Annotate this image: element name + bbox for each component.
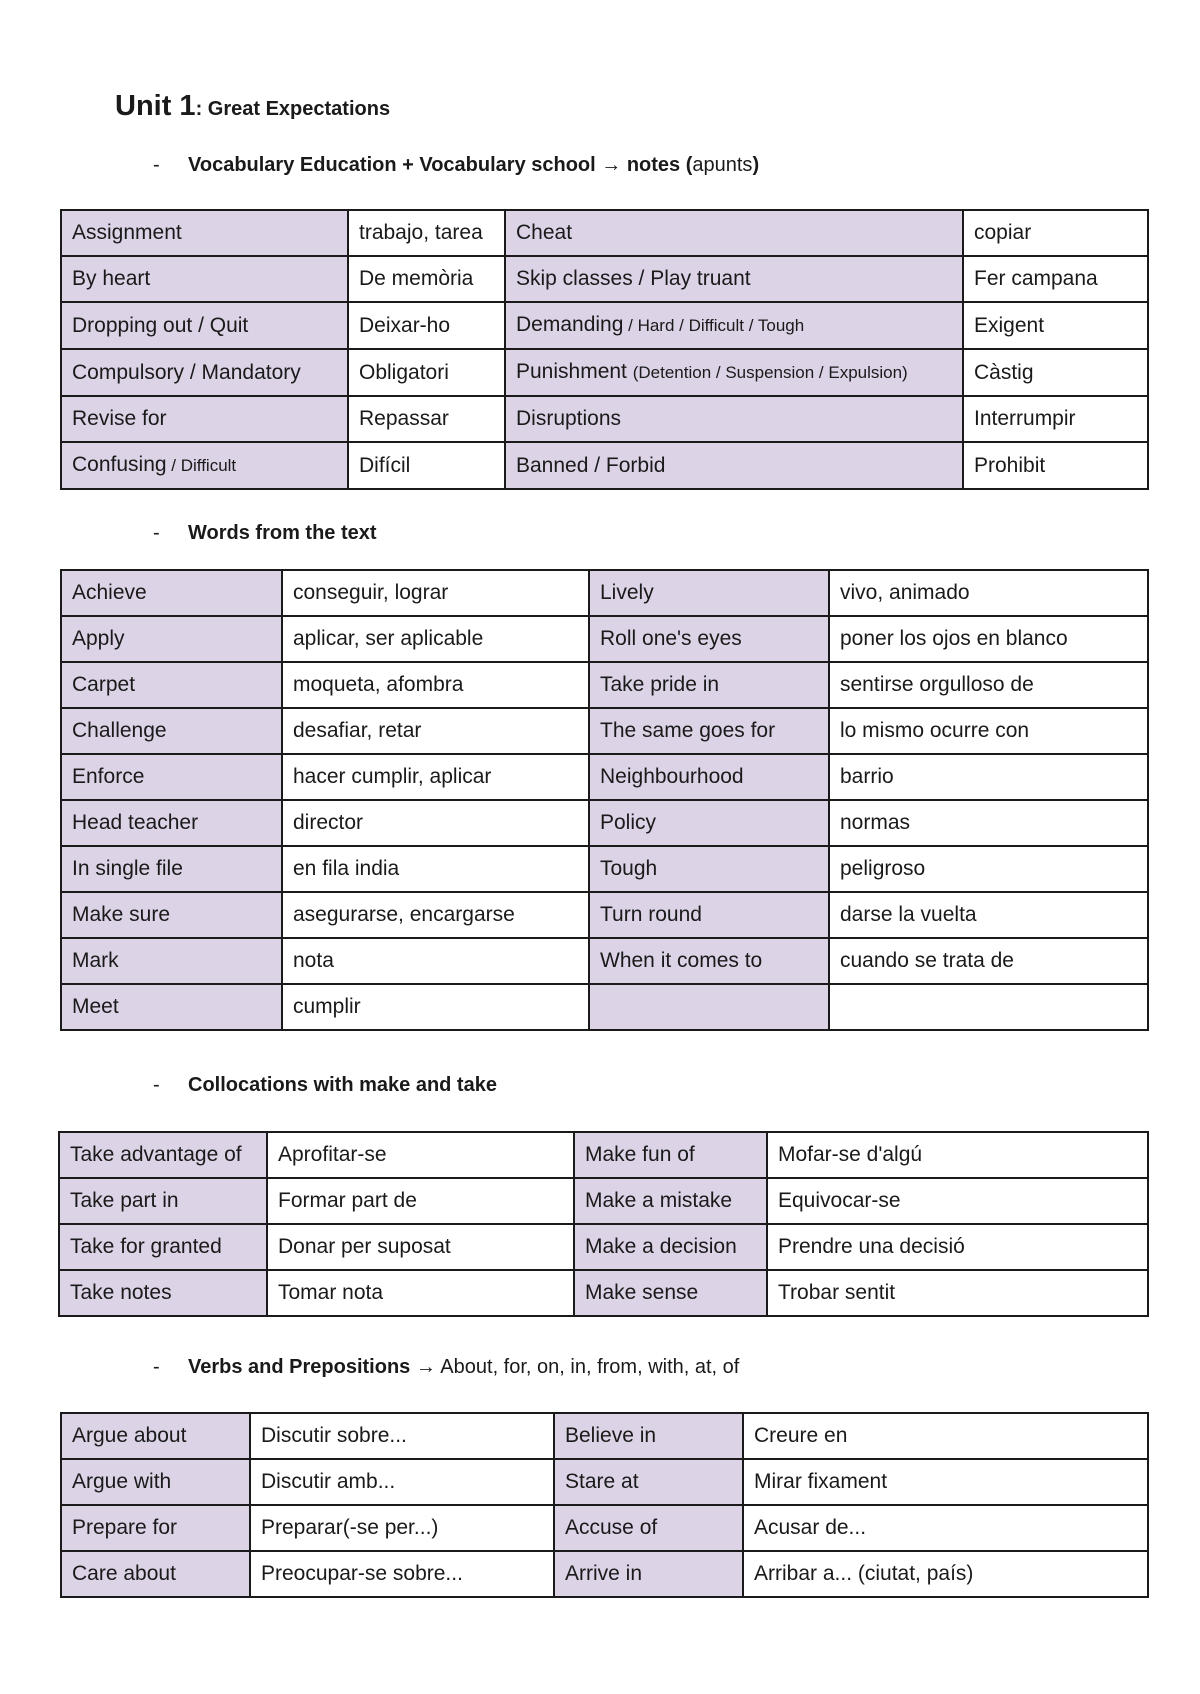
cell-text: Interrumpir bbox=[974, 407, 1076, 430]
heading-bold: Words from the text bbox=[188, 522, 377, 544]
term-cell bbox=[61, 570, 282, 616]
translation-cell bbox=[767, 1178, 1148, 1224]
term-cell bbox=[589, 800, 829, 846]
cell-text: Carpet bbox=[72, 673, 136, 696]
table-row bbox=[61, 708, 1148, 754]
section-heading-verbs-prepositions bbox=[153, 1356, 739, 1379]
cell-text: Challenge bbox=[72, 719, 167, 742]
cell-text: Stare at bbox=[565, 1470, 639, 1493]
heading-dash: - bbox=[153, 1356, 160, 1378]
cell-text: cumplir bbox=[293, 995, 361, 1018]
translation-cell bbox=[267, 1224, 574, 1270]
cell-text: Formar part de bbox=[278, 1189, 417, 1212]
translation-cell bbox=[829, 662, 1148, 708]
term-cell bbox=[505, 349, 963, 396]
cell-text: Take pride in bbox=[600, 673, 720, 696]
term-cell bbox=[554, 1551, 743, 1597]
term-cell bbox=[61, 256, 348, 302]
term-cell bbox=[505, 396, 963, 442]
cell-text: nota bbox=[293, 949, 334, 972]
translation-cell bbox=[348, 349, 505, 396]
cell-text: trabajo, tarea bbox=[359, 221, 483, 244]
translation-cell bbox=[250, 1505, 554, 1551]
cell-text: Obligatori bbox=[359, 360, 449, 384]
cell-text: Discutir sobre... bbox=[261, 1424, 407, 1447]
term-cell bbox=[59, 1224, 267, 1270]
translation-cell bbox=[743, 1551, 1148, 1597]
term-cell bbox=[61, 210, 348, 256]
cell-text: Assignment bbox=[72, 221, 182, 244]
term-cell bbox=[589, 616, 829, 662]
cell-text: Policy bbox=[600, 811, 657, 834]
cell-text: desafiar, retar bbox=[293, 719, 422, 742]
term-cell bbox=[505, 442, 963, 489]
translation-cell bbox=[829, 708, 1148, 754]
translation-cell bbox=[963, 256, 1148, 302]
table-row bbox=[61, 1505, 1148, 1551]
term-cell bbox=[61, 984, 282, 1030]
vocabulary-table bbox=[60, 209, 1149, 490]
term-cell bbox=[574, 1132, 767, 1178]
cell-subtext: / Hard / Difficult / Tough bbox=[623, 316, 805, 335]
term-cell bbox=[61, 1413, 250, 1459]
cell-text: darse la vuelta bbox=[840, 903, 977, 926]
term-cell bbox=[61, 662, 282, 708]
cell-text: When it comes to bbox=[600, 949, 763, 972]
table-row bbox=[61, 442, 1148, 489]
cell-text: Arrive in bbox=[565, 1562, 643, 1585]
cell-text: Meet bbox=[72, 995, 119, 1018]
table-row bbox=[61, 846, 1148, 892]
cell-text: normas bbox=[840, 811, 911, 834]
term-cell bbox=[59, 1132, 267, 1178]
cell-text: Mark bbox=[72, 949, 119, 972]
term-cell bbox=[589, 662, 829, 708]
cell-text: Preparar(-se per...) bbox=[261, 1516, 439, 1539]
cell-text: lo mismo ocurre con bbox=[840, 719, 1030, 742]
term-cell bbox=[574, 1270, 767, 1316]
heading-normal: → About, for, on, in, from, with, at, of bbox=[410, 1356, 740, 1378]
translation-cell bbox=[767, 1132, 1148, 1178]
cell-text: Neighbourhood bbox=[600, 765, 744, 788]
cell-text: cuando se trata de bbox=[840, 949, 1014, 972]
unit-subtitle: : Great Expectations bbox=[195, 98, 391, 120]
translation-cell bbox=[963, 349, 1148, 396]
term-cell bbox=[554, 1413, 743, 1459]
cell-text: Confusing bbox=[72, 453, 167, 476]
translation-cell bbox=[829, 892, 1148, 938]
cell-text: Head teacher bbox=[72, 811, 199, 834]
table-row bbox=[61, 1413, 1148, 1459]
translation-cell bbox=[767, 1270, 1148, 1316]
cell-text: aplicar, ser aplicable bbox=[293, 627, 484, 650]
translation-cell bbox=[250, 1459, 554, 1505]
translation-cell bbox=[348, 442, 505, 489]
cell-subtext: (Detention / Suspension / Expulsion) bbox=[632, 363, 908, 382]
cell-text: Believe in bbox=[565, 1424, 657, 1447]
cell-text: Acusar de... bbox=[754, 1516, 867, 1539]
translation-cell bbox=[250, 1551, 554, 1597]
term-cell bbox=[505, 210, 963, 256]
term-cell bbox=[505, 302, 963, 349]
cell-text: Take part in bbox=[70, 1189, 179, 1212]
cell-text: In single file bbox=[72, 857, 183, 880]
cell-text: Discutir amb... bbox=[261, 1470, 396, 1493]
cell-text: Take for granted bbox=[70, 1235, 222, 1258]
cell-text: Disruptions bbox=[516, 407, 622, 430]
cell-text: Take advantage of bbox=[70, 1143, 242, 1166]
translation-cell bbox=[829, 754, 1148, 800]
term-cell bbox=[61, 846, 282, 892]
term-cell bbox=[589, 938, 829, 984]
cell-text: Banned / Forbid bbox=[516, 453, 666, 477]
translation-cell bbox=[282, 754, 589, 800]
table-row bbox=[59, 1224, 1148, 1270]
cell-text: Make a decision bbox=[585, 1235, 737, 1258]
translation-cell bbox=[282, 662, 589, 708]
section-heading-collocations bbox=[153, 1074, 497, 1097]
term-cell bbox=[589, 754, 829, 800]
cell-text: By heart bbox=[72, 267, 151, 290]
cell-text: barrio bbox=[840, 765, 894, 788]
unit-label: Unit 1 bbox=[115, 90, 196, 122]
table-row bbox=[61, 938, 1148, 984]
translation-cell bbox=[743, 1459, 1148, 1505]
term-cell bbox=[554, 1459, 743, 1505]
term-cell bbox=[59, 1270, 267, 1316]
term-cell bbox=[61, 938, 282, 984]
translation-cell bbox=[348, 302, 505, 349]
cell-text: Apply bbox=[72, 627, 125, 650]
translation-cell bbox=[829, 616, 1148, 662]
translation-cell bbox=[963, 396, 1148, 442]
cell-text: Make sense bbox=[585, 1281, 699, 1304]
cell-text: Deixar-ho bbox=[359, 313, 451, 337]
translation-cell bbox=[282, 846, 589, 892]
cell-text: Difícil bbox=[359, 453, 411, 477]
cell-text: De memòria bbox=[359, 267, 474, 290]
term-cell bbox=[574, 1224, 767, 1270]
cell-text: Dropping out / Quit bbox=[72, 313, 249, 337]
cell-text: Accuse of bbox=[565, 1516, 658, 1539]
cell-text: Argue about bbox=[72, 1424, 187, 1447]
heading-dash: - bbox=[153, 1074, 160, 1096]
translation-cell bbox=[963, 442, 1148, 489]
cell-text: Enforce bbox=[72, 765, 145, 788]
collocations-table bbox=[58, 1131, 1149, 1317]
translation-cell bbox=[348, 256, 505, 302]
cell-text: Trobar sentit bbox=[778, 1281, 896, 1304]
translation-cell bbox=[743, 1505, 1148, 1551]
cell-text: asegurarse, encargarse bbox=[293, 903, 515, 926]
cell-text: copiar bbox=[974, 221, 1032, 244]
cell-text: Prepare for bbox=[72, 1516, 178, 1539]
heading-dash: - bbox=[153, 154, 160, 176]
term-cell bbox=[61, 349, 348, 396]
table-row bbox=[61, 349, 1148, 396]
term-cell bbox=[61, 754, 282, 800]
translation-cell bbox=[267, 1178, 574, 1224]
cell-text: conseguir, lograr bbox=[293, 581, 449, 604]
heading-bold: Verbs and Prepositions bbox=[188, 1356, 411, 1378]
cell-text: Equivocar-se bbox=[778, 1189, 901, 1212]
translation-cell bbox=[282, 570, 589, 616]
translation-cell bbox=[282, 938, 589, 984]
translation-cell bbox=[829, 570, 1148, 616]
translation-cell bbox=[267, 1270, 574, 1316]
translation-cell bbox=[829, 846, 1148, 892]
translation-cell bbox=[767, 1224, 1148, 1270]
term-cell bbox=[61, 1459, 250, 1505]
cell-text: Repassar bbox=[359, 407, 449, 430]
term-cell bbox=[61, 302, 348, 349]
term-cell bbox=[61, 1551, 250, 1597]
heading-bold: Collocations with make and take bbox=[188, 1074, 497, 1096]
cell-text: Arribar a... (ciutat, país) bbox=[754, 1562, 974, 1585]
cell-text: Cheat bbox=[516, 221, 573, 244]
cell-text: Aprofitar-se bbox=[278, 1143, 387, 1166]
cell-text: Donar per suposat bbox=[278, 1235, 451, 1258]
table-row bbox=[61, 892, 1148, 938]
table-row bbox=[61, 570, 1148, 616]
cell-text: poner los ojos en blanco bbox=[840, 627, 1068, 650]
cell-text: Prohibit bbox=[974, 453, 1046, 477]
translation-cell bbox=[963, 210, 1148, 256]
term-cell bbox=[574, 1178, 767, 1224]
cell-text: Lively bbox=[600, 581, 654, 604]
cell-text: Revise for bbox=[72, 407, 167, 430]
verbs-prepositions-table bbox=[60, 1412, 1149, 1598]
cell-text: Exigent bbox=[974, 313, 1045, 337]
heading-bold-end: ) bbox=[752, 154, 760, 176]
translation-cell bbox=[829, 938, 1148, 984]
cell-text: vivo, animado bbox=[840, 581, 970, 604]
cell-text: Mirar fixament bbox=[754, 1470, 888, 1493]
cell-text: Prendre una decisió bbox=[778, 1235, 965, 1258]
cell-text: sentirse orgulloso de bbox=[840, 673, 1034, 696]
cell-text: Tough bbox=[600, 857, 658, 880]
cell-text: Turn round bbox=[600, 903, 702, 926]
table-row bbox=[61, 662, 1148, 708]
term-cell bbox=[61, 616, 282, 662]
term-cell bbox=[61, 708, 282, 754]
translation-cell bbox=[282, 984, 589, 1030]
translation-cell bbox=[282, 892, 589, 938]
heading-bold: Vocabulary Education + Vocabulary school → notes ( bbox=[188, 154, 693, 176]
cell-text: Càstig bbox=[974, 360, 1034, 384]
term-cell bbox=[505, 256, 963, 302]
term-cell bbox=[61, 1505, 250, 1551]
table-row bbox=[59, 1132, 1148, 1178]
cell-text: Skip classes / Play truant bbox=[516, 267, 751, 290]
term-cell bbox=[554, 1505, 743, 1551]
cell-text: Argue with bbox=[72, 1470, 172, 1493]
cell-text: director bbox=[293, 811, 364, 834]
term-cell bbox=[61, 442, 348, 489]
table-row bbox=[61, 302, 1148, 349]
cell-text: The same goes for bbox=[600, 719, 776, 742]
cell-text: hacer cumplir, aplicar bbox=[293, 765, 492, 788]
cell-subtext: / Difficult bbox=[166, 456, 237, 475]
cell-text: Punishment bbox=[516, 360, 633, 383]
term-cell bbox=[589, 846, 829, 892]
translation-cell bbox=[282, 800, 589, 846]
table-row bbox=[61, 1551, 1148, 1597]
translation-cell bbox=[348, 396, 505, 442]
cell-text: Make fun of bbox=[585, 1143, 695, 1166]
table-row bbox=[59, 1270, 1148, 1316]
term-cell bbox=[61, 800, 282, 846]
table-row bbox=[61, 754, 1148, 800]
translation-cell bbox=[829, 984, 1148, 1030]
term-cell bbox=[61, 892, 282, 938]
translation-cell bbox=[250, 1413, 554, 1459]
term-cell bbox=[589, 984, 829, 1030]
words-from-text-table bbox=[60, 569, 1149, 1031]
cell-text: Demanding bbox=[516, 313, 624, 336]
cell-text: Achieve bbox=[72, 581, 147, 604]
section-heading-vocabulary bbox=[153, 154, 759, 177]
term-cell bbox=[589, 570, 829, 616]
translation-cell bbox=[282, 616, 589, 662]
translation-cell bbox=[743, 1413, 1148, 1459]
table-row bbox=[59, 1178, 1148, 1224]
heading-normal: apunts bbox=[692, 154, 753, 176]
translation-cell bbox=[348, 210, 505, 256]
table-row bbox=[61, 616, 1148, 662]
cell-text: Make a mistake bbox=[585, 1189, 733, 1212]
translation-cell bbox=[267, 1132, 574, 1178]
term-cell bbox=[59, 1178, 267, 1224]
cell-text: Mofar-se d'algú bbox=[778, 1143, 923, 1166]
translation-cell bbox=[829, 800, 1148, 846]
translation-cell bbox=[963, 302, 1148, 349]
table-row bbox=[61, 800, 1148, 846]
cell-text: Roll one's eyes bbox=[600, 627, 742, 650]
cell-text: Fer campana bbox=[974, 267, 1098, 290]
table-row bbox=[61, 396, 1148, 442]
cell-text: Creure en bbox=[754, 1424, 848, 1447]
table-row bbox=[61, 984, 1148, 1030]
heading-dash: - bbox=[153, 522, 160, 544]
section-heading-words-from-text bbox=[153, 522, 377, 545]
translation-cell bbox=[282, 708, 589, 754]
table-row bbox=[61, 1459, 1148, 1505]
term-cell bbox=[589, 892, 829, 938]
cell-text: en fila india bbox=[293, 857, 400, 880]
cell-text: Take notes bbox=[70, 1281, 172, 1304]
cell-text: peligroso bbox=[840, 857, 926, 880]
table-row bbox=[61, 210, 1148, 256]
term-cell bbox=[61, 396, 348, 442]
table-row bbox=[61, 256, 1148, 302]
cell-text: Make sure bbox=[72, 903, 171, 926]
cell-text: Compulsory / Mandatory bbox=[72, 360, 301, 384]
cell-text: Tomar nota bbox=[278, 1281, 384, 1304]
term-cell bbox=[589, 708, 829, 754]
page-title bbox=[115, 86, 390, 123]
cell-text: Preocupar-se sobre... bbox=[261, 1562, 463, 1585]
cell-text: moqueta, afombra bbox=[293, 673, 464, 696]
cell-text: Care about bbox=[72, 1562, 176, 1585]
